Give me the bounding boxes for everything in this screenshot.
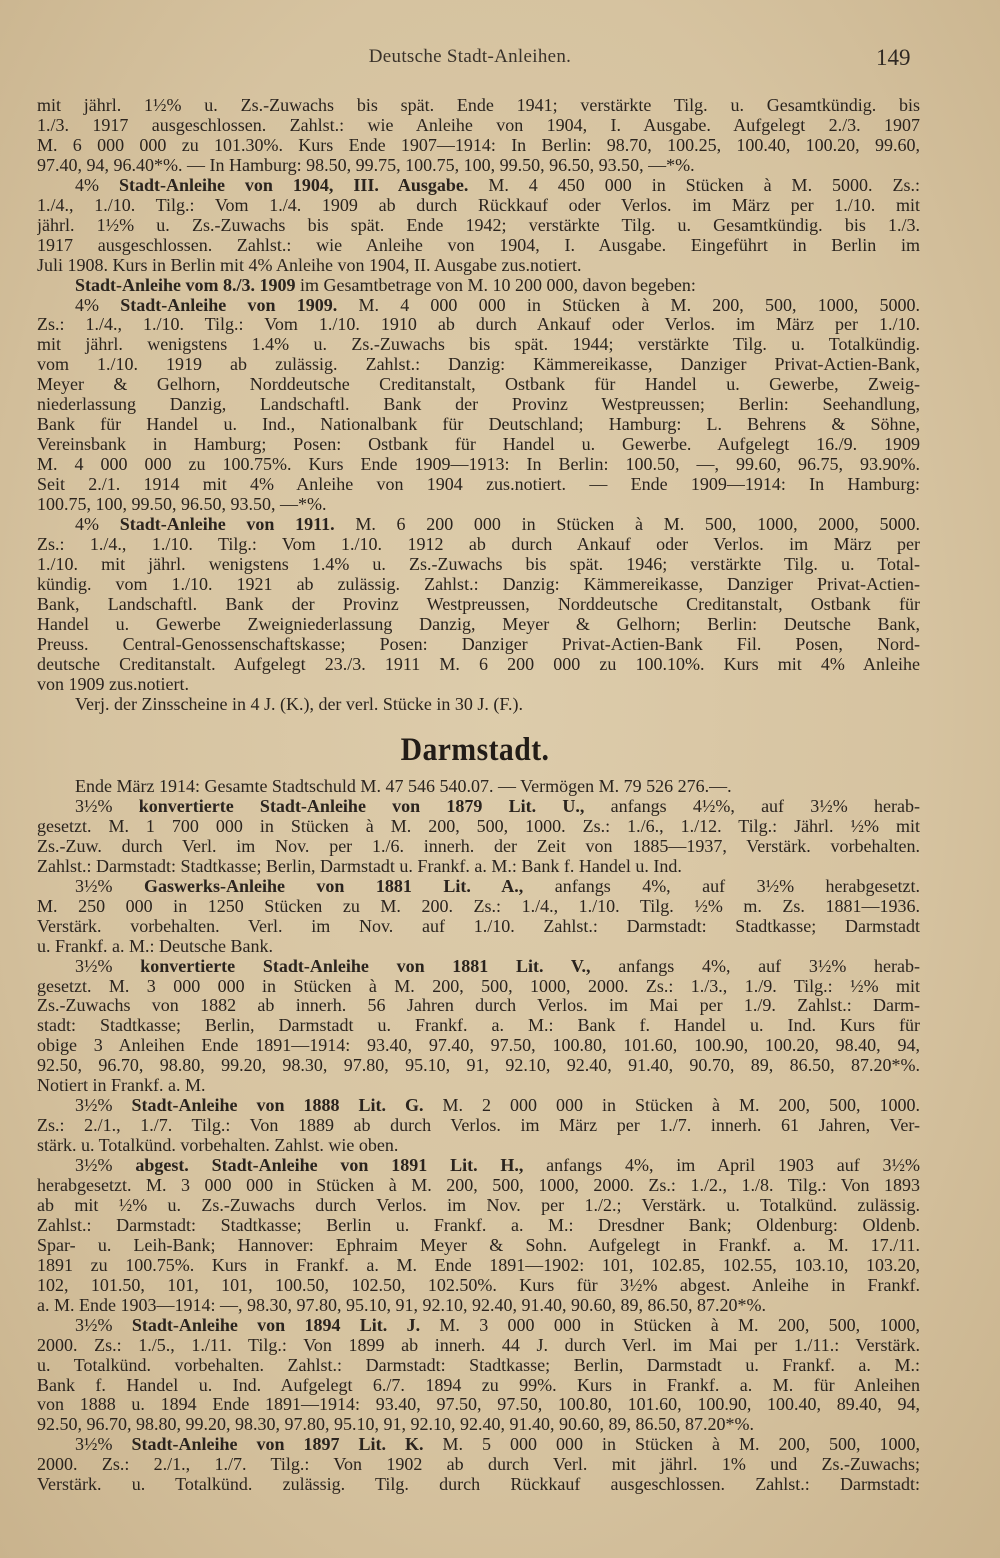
line-text: M. 4 450 000 in Stücken à M. 5000. Zs.: xyxy=(468,174,920,195)
interest-rate: 3½% xyxy=(75,1155,136,1176)
loan-title: Stadt-Anleihe von 1897 Lit. K. xyxy=(131,1434,424,1455)
line-text: anfangs 4%, auf 3½% herab- xyxy=(590,955,920,976)
line-text: herabgesetzt. M. 3 000 000 in Stücken à M. 200, 500, 1000, 2000. Zs.: 1./2., 1./8. Tilg.: Von 1893 xyxy=(37,1175,920,1195)
line-text: 1./3. 1917 ausgeschlossen. Zahlst.: wie Anleihe von 1904, I. Ausgabe. Aufgelegt 2./3. 1907 xyxy=(37,114,920,135)
line-text: M. 5 000 000 in Stücken à M. 200, 500, 1000, xyxy=(423,1434,920,1455)
line-text: Bank für Handel u. Ind., Nationalbank für Deutschland; Hamburg: L. Behrens & Söhne, xyxy=(37,414,920,435)
text-line xyxy=(37,1394,920,1415)
section-heading-darmstadt: Darmstadt. xyxy=(400,732,550,768)
line-text: Zs.-Zuwachs von 1882 ab innerh. 56 Jahren durch Verlos. im Mai per 1./9. Zahlst.: Darm- xyxy=(37,995,920,1016)
line-text: Zs.: 2./1., 1./7. Tilg.: Von 1889 ab durch Verlos. im März per 1./7. innerh. 61 Jahren, Ver- xyxy=(37,1115,920,1136)
line-text: M. 3 000 000 in Stücken à M. 200, 500, 1000, xyxy=(420,1314,920,1335)
line-text: 1./10. mit jährl. wenigstens 1.4% u. Zs.-Zuwachs bis spät. 1946; verstärkte Tilg. u. Total- xyxy=(37,553,920,574)
text-line xyxy=(37,836,920,857)
loan-title: Stadt-Anleihe von 1888 Lit. G. xyxy=(131,1095,424,1116)
text-line xyxy=(37,816,920,837)
text-line xyxy=(37,434,920,455)
line-text: M. 6 200 000 in Stücken à M. 500, 1000, 2000, 5000. xyxy=(334,513,920,534)
text-line xyxy=(37,1355,920,1376)
line-text: im Gesamtbetrage von M. 10 200 000, davon begeben: xyxy=(295,274,696,295)
line-text: Seit 2./1. 1914 mit 4% Anleihe von 1904 zus.notiert. — Ende 1909—1914: In Hamburg: xyxy=(37,474,920,495)
line-text: Juli 1908. Kurs in Berlin mit 4% Anleihe von 1904, II. Ausgabe zus.notiert. xyxy=(37,254,582,275)
line-text: Bank f. Handel u. Ind. Aufgelegt 6./7. 1894 zu 99%. Kurs in Frankf. a. M. für Anleihen xyxy=(37,1374,920,1395)
line-text: stärk. u. Totalkünd. vorbehalten. Zahlst. wie oben. xyxy=(37,1135,399,1156)
line-text: Ende März 1914: Gesamte Stadtschuld M. 47 546 540.07. — Vermögen M. 79 526 276.—. xyxy=(75,776,732,796)
text-line xyxy=(37,995,920,1016)
text-line xyxy=(75,694,920,715)
text-line xyxy=(37,255,920,276)
loan-title: konvertierte Stadt-Anleihe von 1881 Lit. V., xyxy=(140,955,591,976)
text-line xyxy=(37,414,920,435)
text-line xyxy=(37,634,920,655)
line-text: M. 2 000 000 in Stücken à M. 200, 500, 1000. xyxy=(423,1095,920,1116)
line-text: 1891 zu 100.75%. Kurs in Frankf. a. M. Ende 1891—1902: 101, 102.85, 102.55, 103.10, 103.20, xyxy=(37,1254,920,1275)
line-text: 92.50, 96.70, 98.80, 99.20, 98.30, 97.80, 95.10, 91, 92.10, 92.40, 91.40, 90.70, 89, 86.50, 87.20*%. xyxy=(37,1055,920,1076)
text-line xyxy=(37,1115,920,1136)
text-line xyxy=(37,856,920,877)
text-line xyxy=(37,976,920,997)
text-line xyxy=(37,534,920,555)
line-text: Bank, Landschaftl. Bank der Provinz Westpreussen, Norddeutsche Creditanstalt, Ostbank für xyxy=(37,593,920,614)
interest-rate: 3½% xyxy=(75,955,141,976)
text-line xyxy=(37,896,920,917)
line-text: 2000. Zs.: 1./5., 1./11. Tilg.: Von 1899 ab innerh. 44 J. durch Verl. im Mai per 1./11.: Verstärk. xyxy=(37,1334,920,1355)
interest-rate: 3½% xyxy=(75,1314,132,1335)
line-text: Zahlst.: Darmstadt: Stadtkasse; Berlin u. Frankf. a. M.: Dresdner Bank; Oldenburg: Oldenb. xyxy=(37,1214,920,1235)
text-line xyxy=(37,1474,920,1495)
text-line xyxy=(37,95,920,116)
line-text: Notiert in Frankf. a. M. xyxy=(37,1075,206,1096)
line-text: Zs.: 1./4., 1./10. Tilg.: Vom 1./10. 1910 ab durch Ankauf oder Verlos. im März per 1./10. xyxy=(37,314,920,335)
line-text: 1917 ausgeschlossen. Zahlst.: wie Anleihe von 1904, I. Ausgabe. Eingeführt in Berlin im xyxy=(37,234,920,255)
interest-rate: 3½% xyxy=(75,1434,132,1455)
line-text: 100.75, 100, 99.50, 96.50, 93.50, —*%. xyxy=(37,494,327,514)
text-line xyxy=(75,956,920,977)
text-line xyxy=(37,1035,920,1056)
text-line xyxy=(75,175,920,196)
text-line xyxy=(75,295,920,316)
text-line xyxy=(37,1075,920,1096)
interest-rate: 4% xyxy=(75,294,121,315)
line-text: M. 4 000 000 zu 100.75%. Kurs Ende 1909—1913: In Berlin: 100.50, —, 99.60, 96.75, 93.90%. xyxy=(37,454,920,475)
line-text: 97.40, 94, 96.40*%. — In Hamburg: 98.50, 99.75, 100.75, 100, 99.50, 96.50, 93.50, —*%. xyxy=(37,154,695,175)
line-text: von 1909 zus.notiert. xyxy=(37,673,189,694)
line-text: u. Totalkünd. vorbehalten. Zahlst.: Darmstadt: Stadtkasse; Berlin, Darmstadt u. Frankf. a. M.: xyxy=(37,1354,920,1375)
line-text: a. M. Ende 1903—1914: —, 98.30, 97.80, 95.10, 91, 92.10, 92.40, 91.40, 90.60, 89, 86.50, 87.20*%. xyxy=(37,1294,766,1315)
line-text: mit jährl. wenigstens 1.4% u. Zs.-Zuwachs bis spät. 1944; verstärkte Tilg. u. Totalkündig. xyxy=(37,334,920,355)
line-text: 92.50, 96.70, 98.80, 99.20, 98.30, 97.80, 95.10, 91, 92.10, 92.40, 91.40, 90.60, 89, 86.50, 87.20*%. xyxy=(37,1414,754,1435)
text-line xyxy=(37,554,920,575)
line-text: M. 250 000 in 1250 Stücken zu M. 200. Zs.: 1./4., 1./10. Tilg. ½% m. Zs. 1881—1936. xyxy=(37,895,920,916)
line-text: mit jährl. 1½% u. Zs.-Zuwachs bis spät. Ende 1941; verstärkte Tilg. u. Gesamtkündig. bis xyxy=(37,95,920,115)
text-line xyxy=(37,334,920,355)
text-line xyxy=(37,135,920,156)
loan-title: Stadt-Anleihe von 1911. xyxy=(119,513,335,534)
text-line xyxy=(37,394,920,415)
interest-rate: 3½% xyxy=(75,795,139,816)
text-line xyxy=(37,155,920,176)
interest-rate: 4% xyxy=(75,174,119,195)
line-text: Spar- u. Leih-Bank; Hannover: Ephraim Meyer & Sohn. Aufgelegt in Frankf. a. M. 17./11. xyxy=(37,1234,920,1255)
text-line xyxy=(37,936,920,957)
text-line xyxy=(37,195,920,216)
text-line xyxy=(37,1055,920,1076)
text-line xyxy=(37,614,920,635)
text-line xyxy=(75,1434,920,1455)
interest-rate: 3½% xyxy=(75,875,144,896)
text-line xyxy=(37,1295,920,1316)
line-text: Verj. der Zinsscheine in 4 J. (K.), der verl. Stücke in 30 J. (F.). xyxy=(75,693,523,714)
line-text: gesetzt. M. 3 000 000 in Stücken à M. 200, 500, 1000, 2000. Zs.: 1./3., 1./9. Tilg.: ½% mit xyxy=(37,975,920,996)
text-line xyxy=(37,1175,920,1196)
line-text: von 1888 u. 1894 Ende 1891—1914: 93.40, 97.50, 97.50, 100.80, 101.60, 100.90, 100.40, 89.40, 94, xyxy=(37,1394,920,1415)
text-line xyxy=(37,1454,920,1475)
line-text: 102, 101.50, 101, 101, 100.50, 102.50, 102.50%. Kurs für 3½% abgest. Anleihe in Frankf. xyxy=(37,1274,920,1295)
line-text: M. 4 000 000 in Stücken à M. 200, 500, 1000, 5000. xyxy=(337,294,920,315)
text-line xyxy=(37,1135,920,1156)
line-text: M. 6 000 000 zu 101.30%. Kurs Ende 1907—1914: In Berlin: 98.70, 100.25, 100.40, 100.20, 99.60, xyxy=(37,134,920,155)
text-line xyxy=(75,1315,920,1336)
text-line xyxy=(37,594,920,615)
text-line xyxy=(37,314,920,335)
line-text: u. Frankf. a. M.: Deutsche Bank. xyxy=(37,935,273,956)
line-text: gesetzt. M. 1 700 000 in Stücken à M. 200, 500, 1000. Zs.: 1./6., 1./12. Tilg.: Jährl. ½% mit xyxy=(37,815,920,836)
text-line xyxy=(37,354,920,375)
loan-title: Stadt-Anleihe von 1904, III. Ausgabe. xyxy=(118,174,469,195)
text-line xyxy=(75,1095,920,1116)
text-line xyxy=(75,275,920,296)
text-line xyxy=(75,514,920,535)
line-text: anfangs 4%, im April 1903 auf 3½% xyxy=(523,1155,920,1176)
line-text: obige 3 Anleihen Ende 1891—1914: 93.40, 97.40, 97.50, 100.80, 101.60, 100.90, 100.20, 98.40, 94, xyxy=(37,1035,920,1056)
text-line xyxy=(37,1195,920,1216)
line-text: vom 1./10. 1919 ab zulässig. Zahlst.: Danzig: Kämmereikasse, Danziger Privat-Actien-Bank, xyxy=(37,354,920,375)
text-line xyxy=(37,1235,920,1256)
line-text: deutsche Creditanstalt. Aufgelegt 23./3. 1911 M. 6 200 000 zu 100.10%. Kurs mit 4% Anleihe xyxy=(37,653,920,674)
text-line xyxy=(37,494,920,515)
interest-rate: 4% xyxy=(75,513,120,534)
loan-title: Stadt-Anleihe von 1909. xyxy=(120,294,338,315)
line-text: Zs.: 1./4., 1./10. Tilg.: Vom 1./10. 1912 ab durch Ankauf oder Verlos. im März per xyxy=(37,533,920,554)
line-text: stadt: Stadtkasse; Berlin, Darmstadt u. Frankf. a. M.: Bank f. Handel u. Ind. Kurs für xyxy=(37,1015,920,1036)
loan-title: Gaswerks-Anleihe von 1881 Lit. A., xyxy=(143,875,524,896)
loan-title: Stadt-Anleihe vom 8./3. 1909 xyxy=(75,274,296,295)
text-line xyxy=(75,796,920,817)
line-text: 2000. Zs.: 2./1., 1./7. Tilg.: Von 1902 ab durch Verl. mit jährl. 1% und Zs.-Zuwachs; xyxy=(37,1454,920,1475)
line-text: niederlassung Danzig, Landschaftl. Bank der Provinz Westpreussen; Berlin: Seehandlung, xyxy=(37,394,920,415)
text-line xyxy=(75,776,920,797)
text-line xyxy=(37,1414,920,1435)
text-line xyxy=(37,574,920,595)
line-text: Verstärk. u. Totalkünd. zulässig. Tilg. durch Rückkauf ausgeschlossen. Zahlst.: Darmstadt: xyxy=(37,1474,920,1495)
text-line xyxy=(37,215,920,236)
interest-rate: 3½% xyxy=(75,1095,132,1116)
line-text: jährl. 1½% u. Zs.-Zuwachs bis spät. Ende 1942; verstärkte Tilg. u. Gesamtkündig. bis 1./3. xyxy=(37,214,920,235)
page-number: 149 xyxy=(876,45,911,70)
line-text: anfangs 4½%, auf 3½% herab- xyxy=(584,795,920,816)
text-line xyxy=(37,1335,920,1356)
line-text: Zahlst.: Darmstadt: Stadtkasse; Berlin, Darmstadt u. Frankf. a. M.: Bank f. Handel u. Ind. xyxy=(37,855,682,876)
line-text: Meyer & Gelhorn, Norddeutsche Creditanstalt, Ostbank für Handel u. Gewerbe, Zweig- xyxy=(37,374,920,395)
line-text: Vereinsbank in Hamburg; Posen: Ostbank für Handel u. Gewerbe. Aufgelegt 16./9. 1909 xyxy=(37,434,920,455)
text-line xyxy=(37,916,920,937)
text-line xyxy=(75,876,920,897)
text-line xyxy=(37,1275,920,1296)
text-line xyxy=(37,654,920,675)
line-text: kündig. vom 1./10. 1921 ab zulässig. Zahlst.: Danzig: Kämmereikasse, Danziger Privat-Actien- xyxy=(37,573,920,594)
text-line xyxy=(37,1375,920,1396)
line-text: Verstärk. vorbehalten. Verl. im Nov. auf 1./10. Zahlst.: Darmstadt: Stadtkasse; Darmstadt xyxy=(37,915,920,936)
line-text: 1./4., 1./10. Tilg.: Vom 1./4. 1909 ab durch Rückkauf oder Verlos. im März per 1./10. mit xyxy=(37,194,920,215)
line-text: ab mit ½% u. Zs.-Zuwachs durch Verlos. im Nov. per 1./2.; Verstärk. u. Totalkünd. zulässig. xyxy=(37,1194,920,1215)
line-text: Zs.-Zuw. durch Verl. im Nov. per 1./6. innerh. der Zeit von 1885—1937, Verstärk. vorbehalten. xyxy=(37,835,920,856)
text-line xyxy=(37,674,920,695)
line-text: Preuss. Central-Genossenschaftskasse; Posen: Danziger Privat-Actien-Bank Fil. Posen, Nord- xyxy=(37,633,920,654)
text-line xyxy=(37,374,920,395)
running-title: Deutsche Stadt-Anleihen. xyxy=(368,46,572,67)
text-line xyxy=(37,1255,920,1276)
text-line xyxy=(37,115,920,136)
text-line xyxy=(37,454,920,475)
line-text: Handel u. Gewerbe Zweigniederlassung Danzig, Meyer & Gelhorn; Berlin: Deutsche Bank, xyxy=(37,613,920,634)
line-text: anfangs 4%, auf 3½% herabgesetzt. xyxy=(523,875,920,896)
loan-title: abgest. Stadt-Anleihe von 1891 Lit. H., xyxy=(135,1155,524,1176)
text-line xyxy=(75,1155,920,1176)
loan-title: konvertierte Stadt-Anleihe von 1879 Lit. U., xyxy=(138,795,585,816)
text-line xyxy=(37,235,920,256)
loan-title: Stadt-Anleihe von 1894 Lit. J. xyxy=(131,1314,421,1335)
text-line xyxy=(37,1215,920,1236)
text-line xyxy=(37,1015,920,1036)
text-line xyxy=(37,474,920,495)
